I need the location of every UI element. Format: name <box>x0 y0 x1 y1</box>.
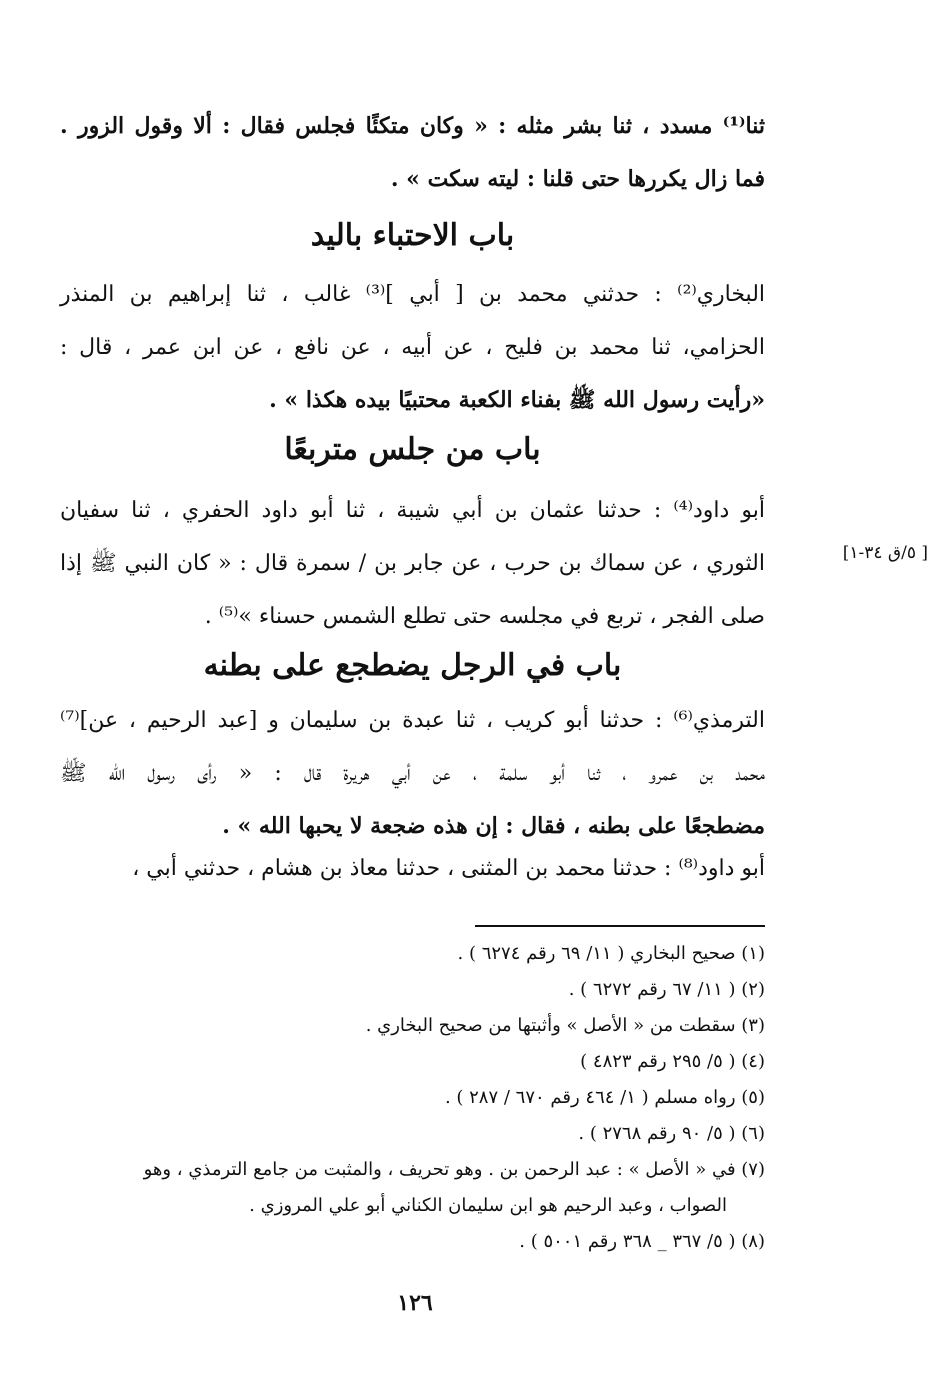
footnote-separator <box>475 925 765 927</box>
paragraph-5-line-1: أبو داود⁽⁸⁾ : حدثنا محمد بن المثنى ، حدثنا معاذ بن هشام ، حدثني أبي ، <box>132 856 765 881</box>
paragraph-2-line-3: «رأيت رسول الله ﷺ بفناء الكعبة محتبيًا بيده هكذا » . <box>269 387 765 413</box>
footnote-3: (٣) سقطت من « الأصل » وأثبتها من صحيح البخاري . <box>365 1015 765 1036</box>
footnote-8: (٨) ( ٥/ ٣٦٧ _ ٣٦٨ رقم ٥٠٠١ ) . <box>519 1231 765 1252</box>
footnote-5: (٥) رواه مسلم ( ١/ ٤٦٤ رقم ٦٧٠ / ٢٨٧ ) . <box>444 1087 765 1108</box>
paragraph-2 <box>60 268 765 427</box>
paragraph-1 <box>60 100 765 206</box>
footnotes <box>30 936 765 1260</box>
footnote-1: (١) صحيح البخاري ( ١١/ ٦٩ رقم ٦٢٧٤ ) . <box>457 943 765 964</box>
paragraph-1-line-1: ثنا⁽¹⁾ مسدد ، ثنا بشر مثله : « وكان متكئًا فجلس فقال : ألا وقول الزور . <box>60 113 765 139</box>
paragraph-3-line-3: صلى الفجر ، تربع في مجلسه حتى تطلع الشمس حسناء »⁽⁵⁾ . <box>204 604 765 629</box>
paragraph-1-line-2: فما زال يكررها حتى قلنا : ليته سكت » . <box>390 166 765 192</box>
paragraph-4 <box>60 694 765 853</box>
chapter-heading-tarabbu: باب من جلس متربعًا <box>284 432 541 467</box>
paragraph-3-line-2: الثوري ، عن سماك بن حرب ، عن جابر بن / سمرة قال : « كان النبي ﷺ إذا <box>60 551 765 576</box>
paragraph-2-line-1: البخاري⁽²⁾ : حدثني محمد بن [ أبي ]⁽³⁾ غالب ، ثنا إبراهيم بن المنذر <box>60 282 766 307</box>
paragraph-3 <box>60 484 765 643</box>
footnote-7: (٧) في « الأصل » : عبد الرحمن بن . وهو تحريف ، والمثبت من جامع الترمذي ، وهو <box>143 1159 765 1180</box>
footnote-7-continued: الصواب ، وعبد الرحيم هو ابن سليمان الكناني أبو علي المروزي . <box>249 1195 727 1216</box>
chapter-heading-ihtiba: باب الاحتباء باليد <box>310 218 515 253</box>
paragraph-4-line-2: محمد بن عمرو ، ثنا أبو سلمة ، عن أبي هريرة قال : « رأى رسول الله ﷺ <box>60 761 765 786</box>
paragraph-4-line-1: الترمذي⁽⁶⁾ : حدثنا أبو كريب ، ثنا عبدة بن سليمان و [عبد الرحيم ، عن]⁽⁷⁾ <box>60 708 765 733</box>
footnote-4: (٤) ( ٥/ ٢٩٥ رقم ٤٨٢٣ ) <box>580 1051 765 1072</box>
paragraph-3-line-1: أبو داود⁽⁴⁾ : حدثنا عثمان بن أبي شيبة ، ثنا أبو داود الحفري ، ثنا سفيان <box>60 498 766 523</box>
footnote-2: (٢) ( ١١/ ٦٧ رقم ٦٢٧٢ ) . <box>568 979 765 1000</box>
chapter-heading-idtija: باب في الرجل يضطجع على بطنه <box>203 648 622 683</box>
page-number: ١٢٦ <box>397 1290 433 1316</box>
paragraph-4-line-3: مضطجعًا على بطنه ، فقال : إن هذه ضجعة لا يحبها الله » . <box>222 813 765 839</box>
paragraph-2-line-2: الحزامي، ثنا محمد بن فليح ، عن أبيه ، عن نافع ، عن ابن عمر ، قال : <box>60 335 765 360</box>
paragraph-5 <box>60 842 765 895</box>
manuscript-folio-note: [ ٥/ق ٣٤-١] <box>842 543 928 563</box>
footnote-6: (٦) ( ٥/ ٩٠ رقم ٢٧٦٨ ) . <box>578 1123 765 1144</box>
